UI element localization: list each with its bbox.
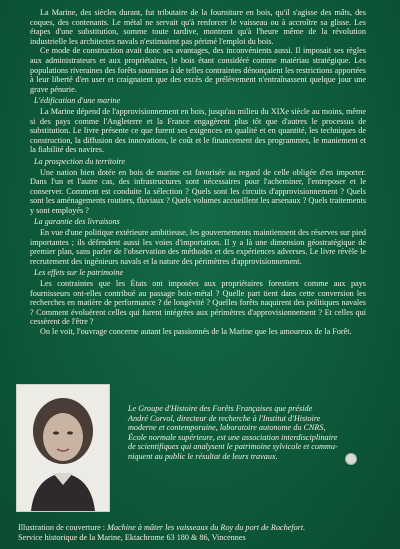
section-heading: Les effets sur le patrimoine	[34, 268, 124, 278]
paragraph-intro: La Marine, des siècles durant, fut tributaire de la fourniture en bois, qu'il s'agisse des mâts, des coques, des contenants. Le métal ne servait qu'à renforcer le vaisseau ou à accroître sa glisse. Les étapes d'une substitution, somme toute tardive, montrent qu'à l'heure même de la révolution industrielle les architectes navals n'estimaient pas périmé l'emploi du bois.	[30, 8, 366, 46]
credit-title: Machine à mâter les vaisseaux du Roy du port de Rochefort.	[107, 523, 306, 532]
bio-line: École normale supérieure, est une association interdisciplinaire	[128, 432, 338, 442]
bio-line: moderne et contemporaine, laboratoire autonome du CNRS,	[128, 423, 326, 433]
bio-line: de scientifiques qui analysent le patrimoine sylvicole et commu-	[128, 442, 338, 452]
author-portrait	[16, 384, 110, 512]
credit-source: Service historique de la Marine, Ektachrome 63 180 & 86, Vincennes	[18, 533, 246, 542]
section-text: La Marine dépend de l'approvisionnement en bois, jusqu'au milieu du XIXe siècle au moins, même si des pays comme l'Angleterre et la France engagèrent plus tôt que d'autres le processus de substitution. Le livre présente ce que furent ses exigences en qualité et en quantité, les techniques de construction, la diffusion des innovations, le coût et le financement des programmes, le maniement et la fiabilité des navires.	[30, 106, 366, 155]
section-heading: La prospection du territoire	[34, 156, 126, 166]
portrait-image	[17, 385, 109, 511]
bio-line: niquent au public le résultat de leurs travaux.	[128, 451, 278, 461]
main-text	[30, 8, 366, 337]
author-bio	[128, 404, 378, 462]
section-text: Les contraintes que les États ont imposées aux propriétaires forestiers comme aux pays fournisseurs ont-elles contribué au passage bois-métal ? Quelle part tient dans cette conversion les recherches en matière de performance ? de longévité ? Quelles forêts naquirent des politiques navales ? Comment évoluèrent celles qui furent intégrées aux périmètres d'approvisionnement ? Et celles qui cessèrent de l'être ?	[30, 279, 366, 327]
bio-line: Le Groupe d'Histoire des Forêts Françaises que préside	[128, 404, 313, 413]
section-text: Une nation bien dotée en bois de marine est favorisée au regard de celle obligée d'en importer. Dans l'un et l'autre cas, des infrastructures sont nécessaires pour l'acheminer, l'entreposer et le conserver. Comment est conduite la sélection ? Quels sont les circuits d'approvisionnement ? Quels sont les aménagements routiers, fluviaux ? Quels volumes accueillent les arsenaux ? Quels traitements y sont employés ?	[30, 167, 366, 215]
section-text: En vue d'une politique extérieure ambitieuse, les gouvernements maintiennent des réserves sur pied importantes ; ils défendent aussi les voies d'importation. Il y a là une dimension géostratégique de premier plan, sans parler de l'observation des méthodes et des expériences adverses. Le livre révèle le recrutement des ingénieurs navals et la nature des périmètres d'approvisionnement.	[30, 228, 366, 266]
section-heading: La garantie des livraisons	[34, 217, 120, 227]
bio-line: André Corvol, directeur de recherche à l'Institut d'Histoire	[128, 413, 321, 423]
section-heading: L'édification d'une marine	[34, 96, 121, 106]
credit-label: Illustration de couverture :	[18, 523, 106, 532]
paragraph-second: Ce mode de construction avait donc ses avantages, des inconvénients aussi. Il imposait ses règles aux administrateurs et aux propriétaires, le bois étant considéré comme matériau stratégique. Les populations riveraines des forêts soumises à de telles contraintes dénonçaient les restrictions apportées à leur liberté d'en user et craignaient que des excès de prélèvement n'entraînassent quelque jour une grave pénurie.	[30, 46, 366, 94]
credit-line	[18, 523, 398, 533]
globe-icon	[345, 453, 357, 465]
closing-text: On le voit, l'ouvrage concerne autant les passionnés de la Marine que les amoureux de la Forêt.	[40, 327, 352, 336]
cover-credit	[18, 523, 398, 543]
